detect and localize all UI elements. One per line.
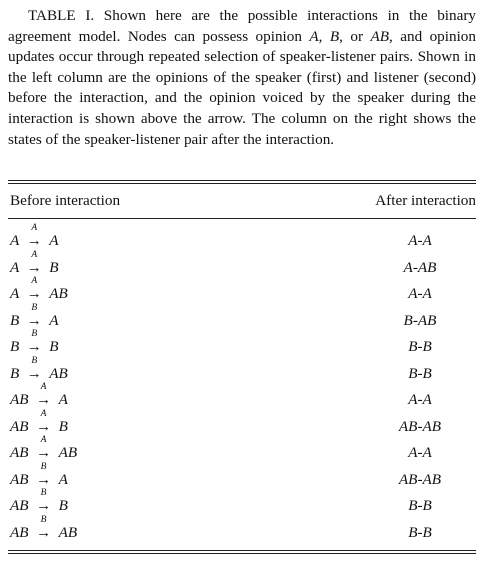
speaker-opinion: B (10, 311, 20, 329)
speaker-opinion: A (10, 232, 20, 249)
caption-separator: , (318, 27, 330, 45)
voiced-arrow (23, 329, 45, 356)
caption-opinion-a: A (309, 27, 319, 45)
listener-opinion: AB (49, 285, 68, 302)
arrow-icon: → (36, 524, 52, 541)
after-interaction-cell: A-A (408, 391, 432, 408)
caption-text: TABLE I. Shown here are the possible interactions in the binary agreement model. Nodes can possess opinion (8, 7, 476, 45)
listener-opinion: AB (49, 364, 68, 382)
voiced-arrow (33, 461, 55, 489)
listener-opinion: A (58, 470, 68, 488)
before-interaction-cell (10, 329, 59, 356)
table-row (8, 329, 476, 363)
table-row (8, 302, 476, 337)
table-row (8, 435, 476, 469)
arrow-icon: → (36, 418, 52, 435)
speaker-opinion: AB (10, 497, 29, 514)
table-header-rule (8, 218, 476, 219)
after-interaction-cell: B-B (408, 523, 432, 541)
arrow-icon: → (36, 471, 52, 488)
speaker-opinion: AB (10, 523, 29, 541)
arrow-icon: → (26, 233, 42, 249)
after-interaction-cell: A-A (408, 232, 432, 249)
listener-opinion: B (58, 497, 68, 514)
after-interaction-cell: A-AB (403, 258, 437, 276)
caption-text-rest: , and opinion updates occur through repeated selection of speaker-listener pairs. Shown in the left column are the opinions of the speaker (first) and listener (second) before the interaction, and the opinion voiced by the speaker during the interaction is shown above the arrow. The column on the right shows the states of the speaker-listener pair after the interaction. (8, 27, 476, 148)
voiced-arrow (23, 249, 45, 277)
table-row (8, 514, 476, 549)
listener-opinion: AB (58, 523, 78, 541)
table-row (8, 461, 476, 496)
caption-separator: , or (339, 27, 371, 45)
after-interaction-cell: B-B (408, 338, 432, 355)
caption-opinion-ab: AB (370, 27, 390, 45)
speaker-opinion: B (10, 364, 20, 382)
arrow-icon: → (26, 286, 42, 302)
after-interaction-cell: B-B (408, 364, 432, 382)
table-row (8, 382, 476, 416)
before-interaction-cell (10, 249, 59, 277)
voiced-arrow (33, 435, 55, 462)
table-top-rule-double (8, 183, 476, 184)
voiced-opinion: A (31, 276, 38, 286)
arrow-icon: → (36, 498, 52, 514)
speaker-opinion: AB (10, 444, 29, 461)
arrow-icon: → (26, 259, 42, 276)
voiced-opinion: B (40, 488, 47, 498)
table-header-row (8, 192, 476, 214)
arrow-icon: → (26, 312, 42, 329)
after-interaction-cell: A-A (408, 444, 432, 461)
before-interaction-cell (10, 223, 59, 250)
table-row (8, 223, 476, 257)
table-row (8, 488, 476, 522)
voiced-opinion: A (31, 223, 38, 233)
listener-opinion: B (49, 258, 59, 276)
before-interaction-cell (10, 408, 68, 436)
before-interaction-cell (10, 276, 68, 303)
table-caption (8, 6, 476, 150)
before-interaction-cell (10, 514, 78, 542)
after-interaction-cell: AB-AB (398, 417, 442, 435)
listener-opinion: A (49, 232, 59, 249)
before-interaction-cell (10, 435, 78, 462)
voiced-arrow (33, 408, 55, 436)
after-interaction-cell: B-AB (403, 311, 437, 329)
speaker-opinion: A (10, 285, 20, 302)
table-top-rule (8, 180, 476, 181)
voiced-opinion: A (31, 249, 38, 260)
after-interaction-cell: B-B (408, 497, 432, 514)
after-interaction-cell: AB-AB (398, 470, 442, 488)
voiced-arrow (23, 276, 45, 303)
caption-opinion-b: B (329, 27, 340, 45)
listener-opinion: B (49, 338, 59, 355)
speaker-opinion: B (10, 338, 20, 355)
listener-opinion: AB (58, 444, 78, 461)
arrow-icon: → (36, 392, 52, 408)
arrow-icon: → (26, 365, 42, 382)
arrow-icon: → (36, 445, 52, 461)
arrow-icon: → (26, 339, 42, 355)
voiced-opinion: A (40, 408, 47, 419)
before-interaction-cell (10, 302, 59, 330)
column-header-after: After interaction (375, 192, 476, 209)
table-row (8, 355, 476, 390)
voiced-opinion: B (40, 514, 47, 525)
voiced-opinion: A (40, 382, 47, 392)
table-row (8, 249, 476, 284)
table-bottom-rule-double (8, 553, 476, 554)
before-interaction-cell (10, 488, 68, 515)
before-interaction-cell (10, 461, 68, 489)
speaker-opinion: AB (10, 391, 29, 408)
voiced-opinion: B (31, 329, 38, 339)
voiced-arrow (33, 514, 55, 542)
before-interaction-cell (10, 355, 68, 383)
voiced-opinion: B (31, 302, 38, 313)
speaker-opinion: AB (10, 470, 29, 488)
table-row (8, 408, 476, 443)
speaker-opinion: AB (10, 417, 29, 435)
voiced-arrow (33, 382, 55, 409)
voiced-arrow (23, 302, 45, 330)
after-interaction-cell: A-A (408, 285, 432, 302)
table-body (8, 223, 476, 548)
voiced-arrow (23, 223, 45, 250)
column-header-before: Before interaction (10, 192, 121, 209)
listener-opinion: B (58, 417, 68, 435)
voiced-opinion: B (40, 461, 47, 472)
table-bottom-rule (8, 550, 476, 551)
listener-opinion: A (49, 311, 59, 329)
listener-opinion: A (58, 391, 68, 408)
voiced-arrow (33, 488, 55, 515)
voiced-arrow (23, 355, 45, 383)
table-row (8, 276, 476, 310)
speaker-opinion: A (10, 258, 20, 276)
voiced-opinion: B (31, 355, 38, 366)
before-interaction-cell (10, 382, 68, 409)
voiced-opinion: A (40, 435, 47, 445)
